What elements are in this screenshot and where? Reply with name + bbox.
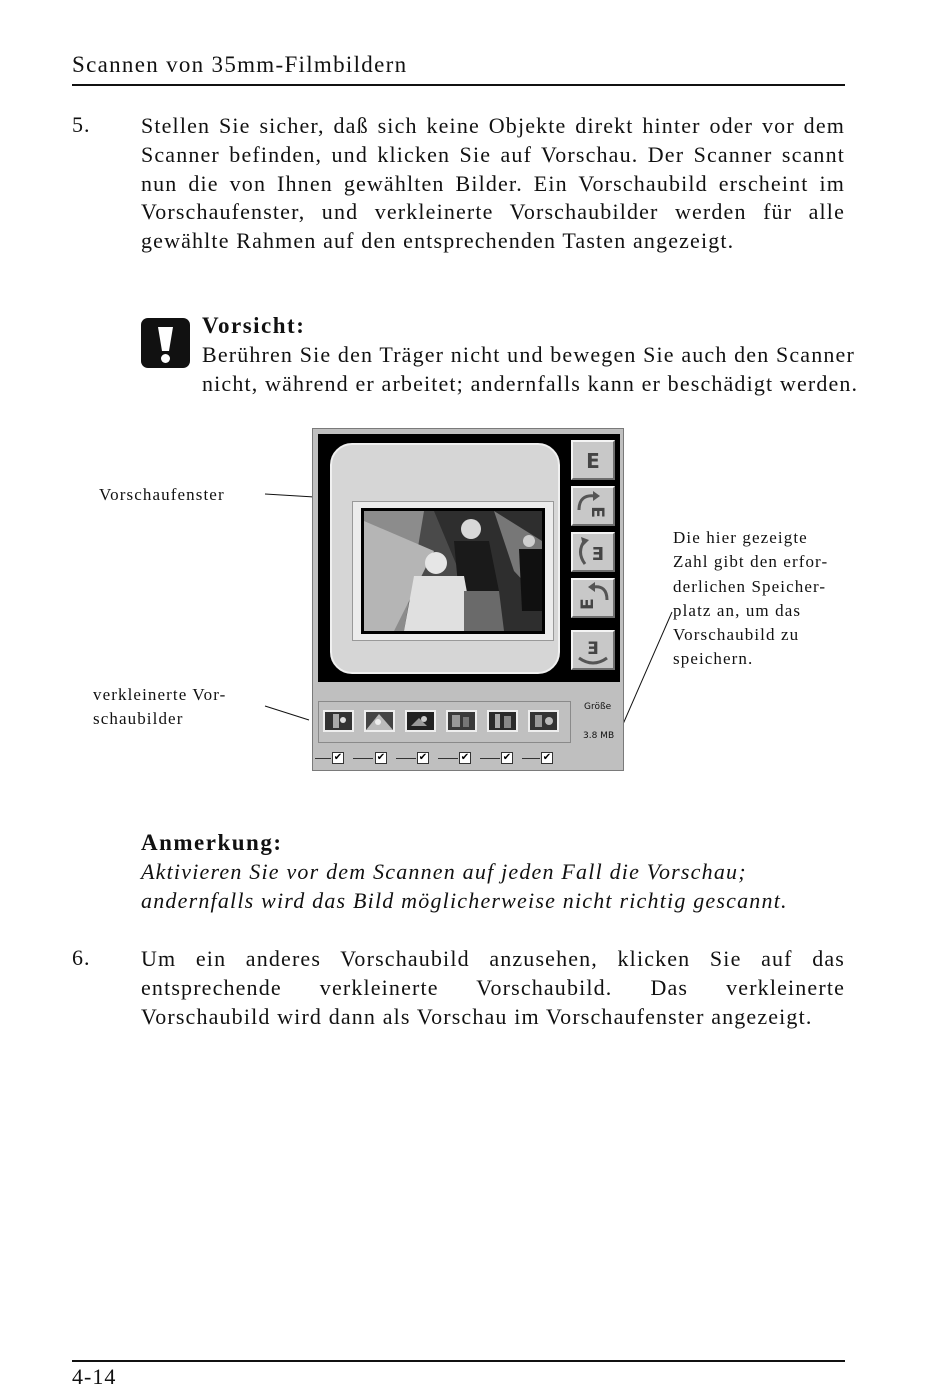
scanner-preview-screenshot	[312, 428, 624, 771]
rotate-180-button[interactable]	[571, 532, 615, 572]
rotate-right-button[interactable]	[571, 486, 615, 526]
callout-thumbnails-line: verkleinerte Vor-	[93, 685, 227, 704]
thumbnail[interactable]	[446, 710, 477, 732]
checkbox-connector	[396, 758, 416, 759]
rotate-normal-glyph: E	[586, 449, 600, 473]
rotate-left-glyph: E	[578, 598, 598, 610]
preview-panel	[318, 434, 620, 682]
step-number: 5.	[72, 112, 91, 137]
checkbox-connector	[480, 758, 500, 759]
rotate-normal-button[interactable]	[571, 440, 615, 480]
checkbox-connector	[315, 758, 331, 759]
note-text: Aktivieren Sie vor dem Scannen auf jeden Fall die Vorschau; andernfalls wird das Bild möglicherweise nicht richtig gescannt.	[141, 859, 788, 913]
callout-thumbnails-line: schaubilder	[93, 709, 184, 729]
thumbnail-checkbox[interactable]: ✔	[542, 752, 552, 763]
callout-size-line: Die hier gezeigte	[673, 528, 808, 547]
running-header: Scannen von 35mm-Filmbildern	[72, 52, 408, 77]
thumbnail[interactable]	[323, 710, 354, 732]
preview-image	[361, 508, 545, 634]
thumbnail[interactable]	[405, 710, 436, 732]
thumbnail-checkbox[interactable]: ✔	[418, 752, 428, 763]
preview-window	[352, 501, 554, 641]
checkbox-connector	[353, 758, 373, 759]
checkbox-connector	[522, 758, 540, 759]
thumbnail[interactable]	[487, 710, 518, 732]
size-value: 3.8 MB	[583, 731, 615, 741]
thumbnail[interactable]	[528, 710, 559, 732]
thumbnail-checkbox[interactable]: ✔	[376, 752, 386, 763]
thumbnail-checkbox[interactable]: ✔	[333, 752, 343, 763]
caution-text: Berühren Sie den Träger nicht und bewegen Sie auch den Scanner nicht, während er arbeitet; andernfalls kann er beschädigt werden.	[202, 342, 859, 396]
footer-rule	[72, 1360, 845, 1362]
callout-size-line: Zahl gibt den erfor-	[673, 552, 829, 572]
callout-size-line: platz an, um das	[673, 600, 802, 620]
callout-size	[673, 526, 828, 672]
header-rule	[72, 84, 845, 86]
rotate-180-glyph: E	[591, 544, 605, 565]
caution-title: Vorsicht:	[202, 313, 306, 338]
callout-size-line: derlichen Speicher-	[673, 576, 827, 596]
rotate-right-glyph: E	[587, 506, 607, 518]
thumbnail-strip	[318, 701, 571, 743]
callout-preview-window: Vorschaufenster	[99, 485, 225, 504]
note-title: Anmerkung:	[141, 830, 283, 855]
page-number: 4-14	[72, 1364, 117, 1389]
thumbnail[interactable]	[364, 710, 395, 732]
mirror-glyph: E	[587, 639, 599, 659]
checkbox-connector	[438, 758, 458, 759]
step-number: 6.	[72, 945, 91, 970]
size-label: Größe	[584, 702, 612, 712]
step-text: Um ein anderes Vorschaubild anzusehen, klicken Sie auf das entsprechende verkleinerte Vorschaubild. Das verkleinerte Vorschaubild wird dann als Vorschau im Vorschaufenster angezeigt.	[141, 946, 845, 1029]
exclamation-icon	[141, 318, 190, 368]
callout-thumbnails	[93, 683, 226, 732]
mirror-button[interactable]	[571, 630, 615, 670]
callout-size-line: speichern.	[673, 649, 754, 669]
step-text: Stellen Sie sicher, daß sich keine Objekte direkt hinter oder vor dem Scanner befinden, und klicken Sie auf Vorschau. Der Scanner scannt nun die von Ihnen gewählten Bilder. Ein Vorschaubild erscheint im Vorschaufenster, und verkleinerte Vorschaubilder werden für alle gewählte Rahmen auf den entsprechenden Tasten angezeigt.	[141, 113, 845, 254]
thumbnail-checkbox[interactable]: ✔	[502, 752, 512, 763]
preview-bezel	[330, 443, 560, 674]
callout-size-line: Vorschaubild zu	[673, 625, 800, 645]
thumbnail-checkbox[interactable]: ✔	[460, 752, 470, 763]
rotate-left-button[interactable]	[571, 578, 615, 618]
